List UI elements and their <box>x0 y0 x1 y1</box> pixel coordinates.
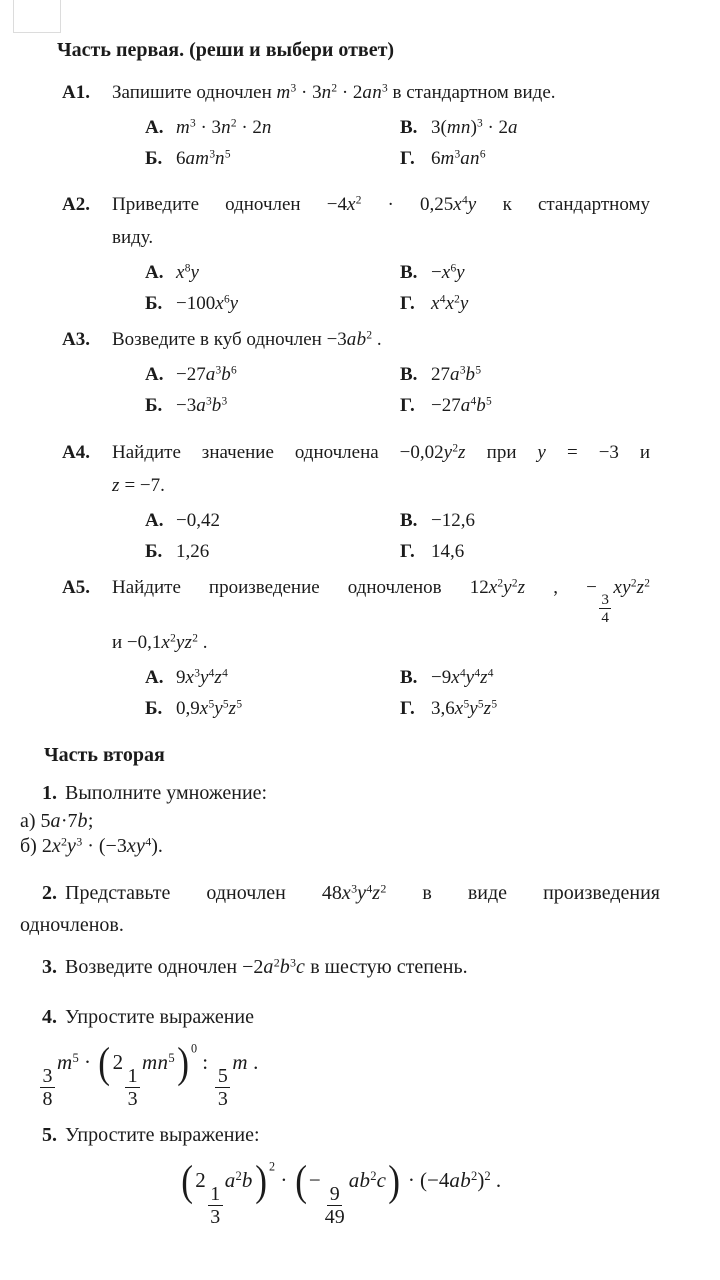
problem-body <box>112 571 650 724</box>
text-run: Упростите выражение: <box>65 1124 260 1146</box>
part2-item-4 <box>20 1001 660 1110</box>
answer-option <box>400 112 650 143</box>
answer-option <box>400 288 650 319</box>
item-number: 5. <box>42 1124 57 1146</box>
problem-а1 <box>62 76 650 174</box>
option-value: 14,6 <box>431 541 465 562</box>
math-expression: $-3ab^2$ <box>326 329 373 350</box>
text-run: одночленов. <box>20 914 124 936</box>
fraction-denominator: 49 <box>324 1206 345 1229</box>
problem-body <box>112 188 650 319</box>
answer-option <box>400 693 650 724</box>
option-value: $-x^6y$ <box>431 262 465 283</box>
question-line <box>112 469 650 502</box>
options-grid <box>145 257 650 319</box>
item-line <box>20 909 660 941</box>
option-value: $-100x^6y$ <box>176 293 239 314</box>
answer-option <box>400 143 650 174</box>
option-letter: А. <box>145 117 164 138</box>
option-letter: А. <box>145 666 164 688</box>
fraction <box>208 1183 223 1229</box>
question-line <box>112 188 650 221</box>
option-value: $6am^3n^5$ <box>176 148 231 169</box>
text-run: в стандартном виде. <box>387 82 556 103</box>
option-value: $27a^3b^5$ <box>431 364 482 385</box>
text-run: Возведите одночлен <box>65 956 243 978</box>
option-value: $-9x^4y^4z^4$ <box>431 666 494 688</box>
problem-label: А4. <box>62 442 90 463</box>
answer-option <box>145 143 400 174</box>
answer-option <box>145 112 400 143</box>
item-formula <box>38 1040 660 1111</box>
math-expression: 5a·7b; <box>40 810 94 832</box>
text-run: виду. <box>112 227 154 248</box>
option-value: 1,26 <box>176 541 210 562</box>
problem-label: А3. <box>62 329 90 350</box>
fraction-denominator: 8 <box>42 1088 53 1111</box>
math-expression: ( 2 $\frac{1}{3}$ $a^2b$) $^2$ · ( − $\frac{9}{49}$ $ab^2c) \cdot (-4ab^2)^2$ . <box>181 1158 502 1229</box>
option-letter: Б. <box>145 148 163 169</box>
problem-body <box>112 436 650 567</box>
problem-body <box>112 323 650 421</box>
problem-label: А2. <box>62 194 90 215</box>
options-grid <box>145 359 650 421</box>
item-subline <box>20 834 660 859</box>
problem-а5 <box>62 571 650 724</box>
option-letter: В. <box>400 262 418 283</box>
item-formula <box>20 1158 660 1229</box>
option-letter: Б. <box>145 541 163 562</box>
option-value: $-27a^3b^6$ <box>176 364 237 385</box>
option-letter: А. <box>145 364 164 385</box>
option-letter: В. <box>400 510 418 531</box>
option-letter: А. <box>145 262 164 283</box>
option-value: $m^3 \cdot 3n^2 \cdot 2n$ <box>176 117 272 138</box>
problem-label: А1. <box>62 82 90 103</box>
answer-option <box>400 257 650 288</box>
option-letter: Б. <box>145 293 163 314</box>
math-expression: z = −7. <box>112 475 165 496</box>
fraction <box>125 1065 140 1111</box>
item-line <box>20 1001 660 1033</box>
fraction-denominator: 3 <box>127 1088 138 1111</box>
item-number: 1. <box>42 782 57 804</box>
answer-option <box>400 536 650 567</box>
math-expression: $-2a^2b^3c$ <box>242 955 306 978</box>
math-expression: $\frac{3}{8}$ $m^5$ · ( 2 $\frac{1}{3}$ $mn^5$) $^0$ : $\frac{5}{3}$ m . <box>38 1050 258 1074</box>
part2-item-5 <box>20 1119 660 1228</box>
item-line <box>20 1119 660 1151</box>
text-run: а) <box>20 810 41 832</box>
part1-title: Часть первая. (реши и выбери ответ) <box>57 39 395 61</box>
text-run: . <box>372 329 382 350</box>
fraction <box>323 1183 347 1229</box>
problem-а4 <box>62 436 650 567</box>
text-run: при <box>465 442 538 463</box>
text-run: Возведите в куб одночлен <box>112 329 327 350</box>
question-line <box>112 626 650 659</box>
text-run: Приведите одночлен <box>112 194 327 215</box>
math-expression: $-0,1x^2yz^2$ <box>126 631 198 653</box>
fraction-numerator: 9 <box>327 1183 342 1206</box>
answer-option <box>400 662 650 693</box>
math-expression: $-4x^2 \cdot 0,25x^4y$ <box>326 194 477 215</box>
option-value: $9x^3y^4z^4$ <box>176 666 228 688</box>
option-value: −0,42 <box>176 510 220 531</box>
option-letter: Б. <box>145 697 163 719</box>
options-grid <box>145 505 650 567</box>
item-number: 2. <box>42 882 57 904</box>
problem-label: А5. <box>62 577 90 598</box>
text-run: Найдите значение одночлена <box>112 442 400 463</box>
math-expression: $12x^2y^2z$ <box>469 577 526 598</box>
answer-option <box>145 390 400 421</box>
answer-option <box>145 359 400 390</box>
option-letter: Г. <box>400 541 415 562</box>
text-run: Найдите произведение одночленов <box>112 577 470 598</box>
text-run: Выполните умножение: <box>65 782 268 804</box>
text-run: , <box>525 577 587 598</box>
answer-option <box>145 536 400 567</box>
question-line <box>112 571 650 626</box>
text-run: к стандартному <box>476 194 651 215</box>
option-value: $x^8y$ <box>176 262 200 283</box>
option-value: $3,6x^5y^5z^5$ <box>431 697 498 719</box>
text-run: и <box>112 631 127 653</box>
text-run: в шестую степень. <box>305 956 468 978</box>
problem-а2 <box>62 188 650 319</box>
item-number: 4. <box>42 1006 57 1028</box>
math-expression: $-0,02y^2z$ <box>399 442 466 463</box>
question-line <box>112 221 650 254</box>
option-value: $-3a^3b^3$ <box>176 395 228 416</box>
text-run: и <box>618 442 650 463</box>
fraction-numerator: 3 <box>40 1065 55 1088</box>
fraction <box>599 591 612 626</box>
option-value: $6m^3an^6$ <box>431 148 486 169</box>
answer-option <box>145 693 400 724</box>
question-line <box>112 323 650 356</box>
option-letter: А. <box>145 510 164 531</box>
answer-option <box>145 505 400 536</box>
math-expression: y = −3 <box>537 442 619 463</box>
option-value: −12,6 <box>431 510 475 531</box>
options-grid <box>145 112 650 174</box>
part2-title: Часть вторая <box>44 744 165 766</box>
option-letter: В. <box>400 666 418 688</box>
options-grid <box>145 662 650 724</box>
part2-item-1 <box>20 777 660 859</box>
answer-option <box>145 662 400 693</box>
answer-option <box>400 359 650 390</box>
fraction-numerator: 3 <box>599 591 612 609</box>
answer-option <box>400 505 650 536</box>
fraction-denominator: 3 <box>217 1088 228 1111</box>
option-letter: В. <box>400 117 418 138</box>
option-letter: Г. <box>400 697 415 719</box>
item-number: 3. <box>42 956 57 978</box>
option-letter: Г. <box>400 395 415 416</box>
fraction-denominator: 3 <box>210 1206 221 1229</box>
text-run: Запишите одночлен <box>112 82 277 103</box>
fraction-denominator: 4 <box>601 608 609 626</box>
math-expression: $m^3 \cdot 3n^2 \cdot 2an^3$ <box>276 82 388 103</box>
math-expression: − $\frac{3}{4}$ $xy^2z^2$ <box>586 577 650 626</box>
text-run: Упростите выражение <box>65 1006 255 1028</box>
fraction-numerator: 1 <box>125 1065 140 1088</box>
fraction <box>215 1065 230 1111</box>
item-line <box>20 951 660 983</box>
question-line <box>112 436 650 469</box>
item-line <box>20 877 660 909</box>
item-subline <box>20 809 660 834</box>
problem-body <box>112 76 650 174</box>
problem-а3 <box>62 323 650 421</box>
option-value: $x^4x^2y$ <box>431 293 469 314</box>
answer-option <box>145 288 400 319</box>
option-letter: Б. <box>145 395 163 416</box>
option-letter: Г. <box>400 148 415 169</box>
option-value: $0,9x^5y^5z^5$ <box>176 697 243 719</box>
option-letter: Г. <box>400 293 415 314</box>
option-value: $-27a^4b^5$ <box>431 395 492 416</box>
part2-item-2 <box>20 877 660 941</box>
text-run: Представьте одночлен <box>65 882 322 904</box>
text-run: . <box>197 631 208 653</box>
text-run: б) <box>20 835 42 857</box>
text-run: в виде произведения <box>386 882 661 904</box>
math-expression: $2x^2y^3 \cdot (-3xy^4)$. <box>41 834 163 857</box>
answer-option <box>400 390 650 421</box>
item-line <box>20 777 660 809</box>
option-letter: В. <box>400 364 418 385</box>
fraction-numerator: 1 <box>208 1183 223 1206</box>
fraction <box>40 1065 55 1111</box>
answer-option <box>145 257 400 288</box>
scan-corner-artifact <box>13 0 61 33</box>
part2-item-3 <box>20 951 660 983</box>
option-value: 3(mn)$^3$ · 2a <box>431 117 518 138</box>
fraction-numerator: 5 <box>215 1065 230 1088</box>
question-line <box>112 76 650 109</box>
math-expression: $48x^3y^4z^2$ <box>321 881 387 904</box>
